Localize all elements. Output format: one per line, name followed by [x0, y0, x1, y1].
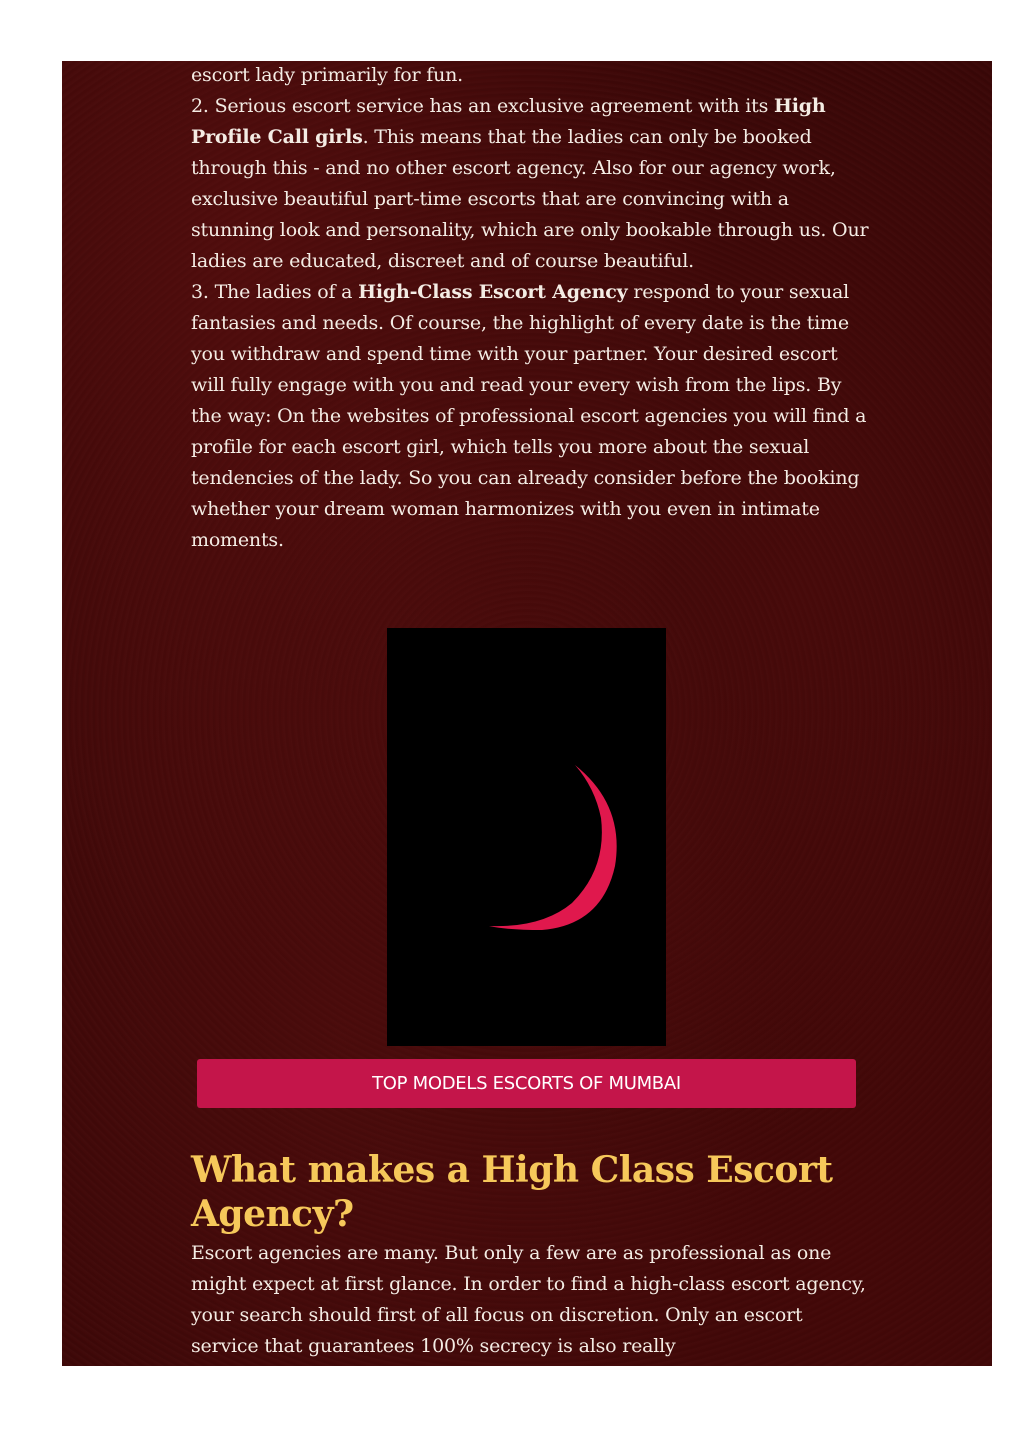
intro-tail-text: escort lady primarily for fun.: [191, 64, 463, 86]
section-body-text: Escort agencies are many. But only a few are as professional as one might expect at first glance. In order to find a high-class escort agency, your search should first of all focus on discretion. Only an escort service that guarantees 100% secrecy is also really: [191, 1242, 866, 1357]
point-2-rest: . This means that the ladies can only be booked through this - and no other escort agency. Also for our agency work, exclusive beautiful part-time escorts that are convincing with a stunning look and personality, which are only bookable through us. Our ladies are educated, discreet and of course beautiful.: [191, 126, 869, 272]
point-3-lead: 3. The ladies of a: [191, 281, 359, 303]
page-panel: [62, 61, 992, 1366]
featured-image: [387, 628, 666, 1046]
point-2-paragraph: [191, 91, 871, 277]
point-2-bold-phrase: High Profile Call girls: [191, 95, 826, 148]
point-3-paragraph: [191, 277, 871, 556]
crescent-moon-icon: [387, 628, 666, 1046]
section-heading: What makes a High Class Escort Agency?: [191, 1149, 833, 1235]
point-2-lead: 2. Serious escort service has an exclusive agreement with its: [191, 95, 775, 117]
top-models-button[interactable]: TOP MODELS ESCORTS OF MUMBAI: [197, 1059, 856, 1108]
point-3-rest: respond to your sexual fantasies and needs. Of course, the highlight of every date is the time you withdraw and spend time with your partner. Your desired escort will fully engage with you and read your every wish from the lips. By the way: On the websites of professional escort agencies you will find a profile for each escort girl, which tells you more about the sexual tendencies of the lady. So you can already consider before the booking whether your dream woman harmonizes with you even in intimate moments.: [191, 281, 867, 551]
section-body: [191, 1238, 871, 1362]
article-body: [191, 61, 871, 556]
point-3-bold-phrase: High-Class Escort Agency: [358, 281, 628, 303]
